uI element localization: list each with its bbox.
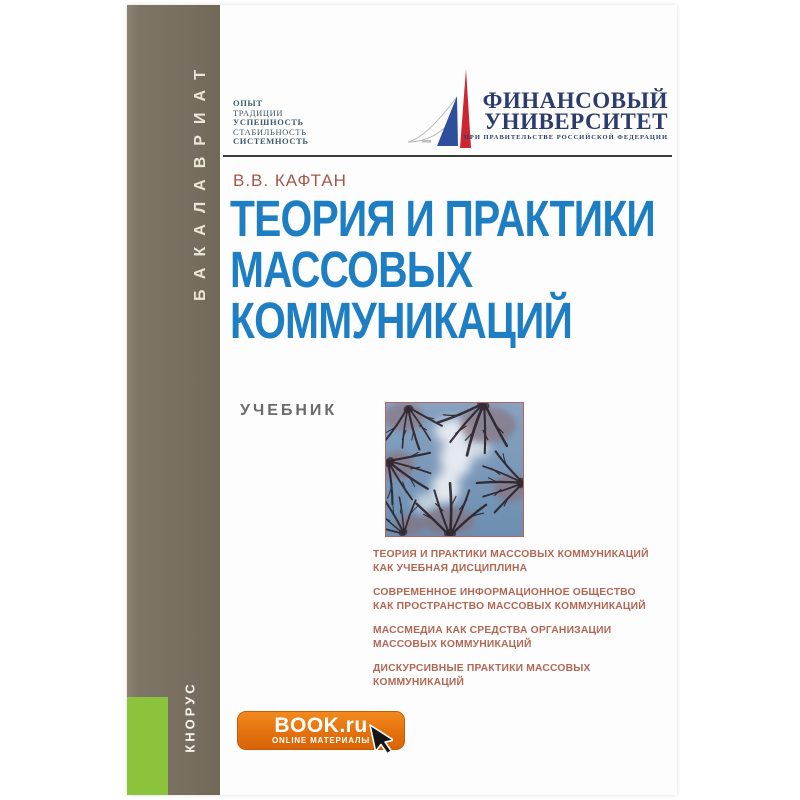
tree-canopy-photo — [385, 402, 524, 537]
university-subtitle: ПРИ ПРАВИТЕЛЬСТВЕ РОССИЙСКОЙ ФЕДЕРАЦИИ — [463, 134, 668, 141]
cursor-icon — [363, 721, 393, 763]
topic-item — [373, 662, 683, 689]
topic-line: КАК ПРОСТРАНСТВО МАССОВЫХ КОММУНИКАЦИЙ — [373, 600, 646, 612]
book-cover — [127, 5, 677, 795]
topic-line: СОВРЕМЕННОЕ ИНФОРМАЦИОННОЕ ОБЩЕСТВО — [373, 587, 636, 598]
value-line: СИСТЕМНОСТЬ — [233, 136, 309, 147]
university-name-line2: УНИВЕРСИТЕТ — [484, 109, 668, 134]
topic-line: МАССОВЫХ КОММУНИКАЦИЙ — [373, 638, 532, 650]
university-logo-icon — [405, 65, 473, 153]
bookru-badge-subtitle: ONLINE МАТЕРИАЛЫ — [272, 736, 370, 745]
topic-line: КАК УЧЕБНАЯ ДИСЦИПЛИНА — [373, 562, 528, 574]
topic-line: ДИСКУРСИВНЫЕ ПРАКТИКИ МАССОВЫХ — [373, 663, 591, 674]
university-values — [233, 99, 309, 147]
book-type-label: УЧЕБНИК — [240, 402, 338, 419]
topic-line: ТЕОРИЯ И ПРАКТИКИ МАССОВЫХ КОММУНИКАЦИЙ — [373, 549, 649, 560]
title-line: ТЕОРИЯ И ПРАКТИКИ — [230, 190, 655, 247]
title-line: МАССОВЫХ — [230, 241, 473, 298]
author-name: В.В. КАФТАН — [233, 171, 347, 190]
series-label: БАКАЛАВРИАТ — [192, 59, 209, 301]
topic-line: КОММУНИКАЦИЙ — [373, 676, 465, 688]
title-line: КОММУНИКАЦИЙ — [230, 292, 573, 349]
value-line: ОПЫТ — [233, 98, 263, 108]
topic-item — [373, 586, 683, 613]
publisher-label: КНОРУС — [182, 681, 198, 753]
topics-list — [373, 548, 683, 700]
bookru-badge-title: BOOK.ru — [274, 714, 368, 737]
book-title — [230, 190, 761, 349]
university-name-line1: ФИНАНСОВЫЙ — [482, 88, 668, 113]
topic-item — [373, 624, 683, 651]
publisher-green-block — [127, 697, 168, 795]
spine-strip — [127, 5, 220, 795]
value-line: ТРАДИЦИИ — [233, 107, 284, 118]
header-divider — [223, 155, 672, 157]
topic-item — [373, 548, 683, 575]
value-line: УСПЕШНОСТЬ — [233, 117, 304, 128]
university-name — [464, 90, 668, 141]
topic-line: МАССМЕДИА КАК СРЕДСТВА ОРГАНИЗАЦИИ — [373, 625, 612, 636]
value-line: СТАБИЛЬНОСТЬ — [233, 126, 307, 137]
